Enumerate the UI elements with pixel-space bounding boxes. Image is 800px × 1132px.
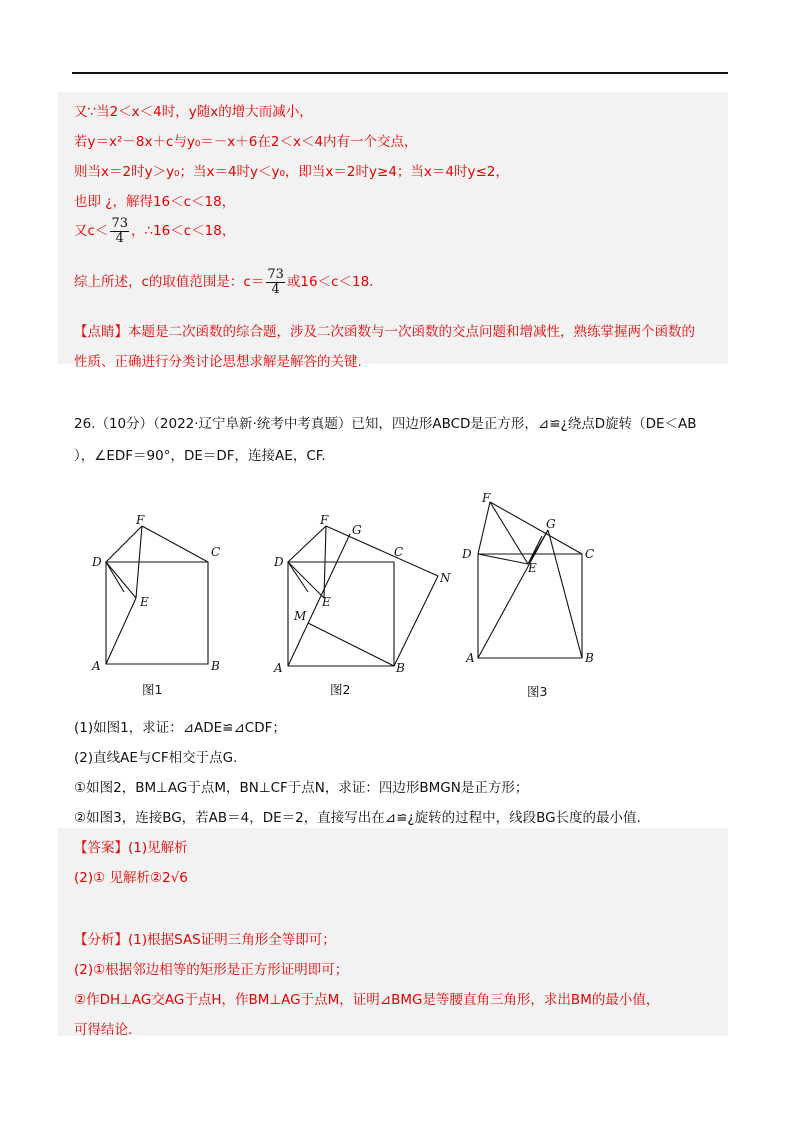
fraction-73-4-b — [266, 268, 285, 296]
question-2b: ②如图3，连接BG，若AB＝4，DE＝2，直接写出在⊿≌¿旋转的过程中，线段BG长度的最小值. — [74, 810, 641, 826]
analysis-line-1: 【分析】(1)根据SAS证明三角形全等即可； — [74, 932, 336, 948]
fraction-denominator: 4 — [115, 230, 124, 246]
solution-line-4: 也即 ¿，解得16＜c＜18， — [74, 194, 236, 210]
solution-line-6 — [74, 268, 373, 296]
figure-1-caption: 图1 — [142, 682, 163, 697]
label-G: G — [546, 517, 556, 531]
label-A: A — [274, 661, 283, 675]
solution-line-5-pre: 又c＜ — [74, 223, 109, 240]
analysis-line-2: (2)①根据邻边相等的矩形是正方形证明即可； — [74, 962, 349, 978]
label-C: C — [585, 547, 595, 561]
figure-1 — [80, 490, 230, 679]
problem-header-2: ），∠EDF＝90°，DE＝DF，连接AE，CF. — [74, 448, 326, 464]
label-F: F — [320, 513, 329, 527]
fraction-numerator: 73 — [267, 267, 284, 282]
label-B: B — [211, 659, 220, 673]
label-C: C — [394, 545, 404, 559]
solution-line-5 — [74, 217, 235, 245]
solution-line-5-post: ，∴16＜c＜18， — [130, 223, 236, 240]
label-C: C — [211, 545, 221, 559]
solution-line-6-post: 或16＜c＜18. — [286, 274, 374, 291]
label-B: B — [396, 661, 405, 675]
figure-3-diagram — [462, 490, 612, 675]
label-M: M — [294, 609, 307, 623]
figure-1-diagram — [80, 490, 230, 675]
question-1: (1)如图1，求证：⊿ADE≌⊿CDF； — [74, 720, 286, 736]
question-2: (2)直线AE与CF相交于点G. — [74, 750, 238, 766]
header-rule — [72, 72, 728, 74]
label-D: D — [274, 555, 284, 569]
figure-3 — [462, 490, 612, 679]
fraction-numerator: 73 — [111, 216, 128, 231]
analysis-line-4: 可得结论. — [74, 1022, 133, 1038]
question-2a: ①如图2，BM⊥AG于点M，BN⊥CF于点N，求证：四边形BMGN是正方形； — [74, 780, 529, 796]
answer-line-1: 【答案】(1)见解析 — [74, 840, 188, 856]
label-N: N — [440, 571, 451, 585]
solution-line-1: 又∵当2＜x＜4时，y随x的增大而减小， — [74, 104, 313, 120]
comment-line-1: 【点睛】本题是二次函数的综合题，涉及二次函数与一次函数的交点问题和增减性，熟练掌握两个函数的 — [74, 324, 695, 340]
label-B: B — [585, 651, 594, 665]
fraction-73-4-a — [110, 217, 129, 245]
fraction-denominator: 4 — [271, 281, 280, 297]
label-G: G — [352, 523, 362, 537]
figure-2-diagram — [262, 490, 462, 675]
label-E: E — [322, 595, 331, 609]
comment-line-2: 性质、正确进行分类讨论思想求解是解答的关键. — [74, 354, 362, 370]
figure-2 — [262, 490, 462, 679]
problem-header-1: 26.（10分）（2022·辽宁阜新·统考中考真题）已知，四边形ABCD是正方形，⊿≌¿绕点D旋转（DE＜AB — [74, 416, 697, 432]
label-E: E — [528, 561, 537, 575]
solution-line-3: 则当x＝2时y＞y₀；当x＝4时y＜y₀，即当x＝2时y≥4；当x＝4时y≤2， — [74, 164, 509, 180]
label-D: D — [92, 555, 102, 569]
solution-line-6-pre: 综上所述，c的取值范围是：c＝ — [74, 274, 265, 291]
label-E: E — [140, 595, 149, 609]
answer-line-2: (2)① 见解析②2√6 — [74, 870, 188, 886]
figure-2-caption: 图2 — [330, 682, 351, 697]
label-D: D — [462, 547, 472, 561]
label-F: F — [136, 513, 145, 527]
label-A: A — [92, 659, 101, 673]
label-A: A — [466, 651, 475, 665]
analysis-line-3: ②作DH⊥AG交AG于点H，作BM⊥AG于点M，证明⊿BMG是等腰直角三角形，求出BM的最小值， — [74, 992, 660, 1008]
label-F: F — [482, 491, 491, 505]
solution-line-2: 若y＝x²－8x＋c与y₀＝－x＋6在2＜x＜4内有一个交点， — [74, 134, 418, 150]
figure-3-caption: 图3 — [527, 684, 548, 699]
